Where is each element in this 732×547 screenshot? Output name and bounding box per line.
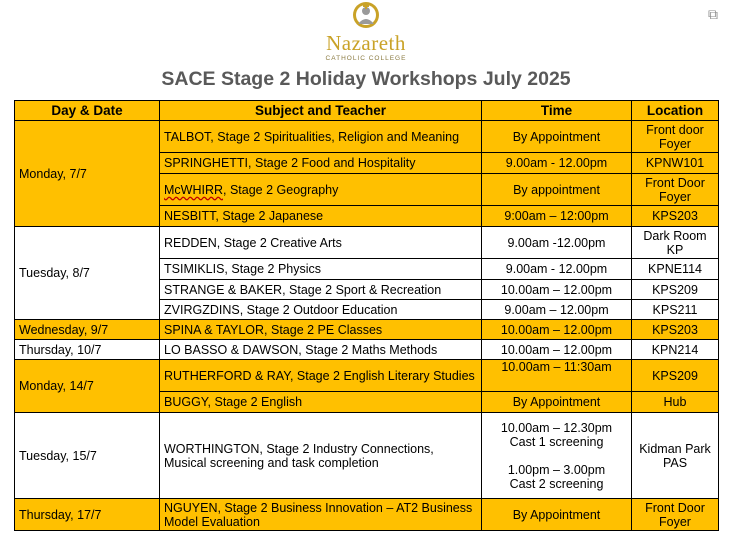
time-cell: 9.00am -12.00pm (482, 227, 632, 259)
location-cell: Hub (632, 392, 719, 413)
day-cell: Monday, 7/7 (15, 121, 160, 227)
location-cell: KPNE114 (632, 259, 719, 280)
time-cell: 9:00am – 12:00pm (482, 206, 632, 227)
location-cell: Front door Foyer (632, 121, 719, 153)
location-cell: KPS203 (632, 320, 719, 340)
table-row (15, 413, 719, 499)
location-cell: KPNW101 (632, 153, 719, 174)
time-line: 1.00pm – 3.00pm (507, 462, 606, 477)
column-header-time: Time (482, 101, 632, 121)
time-line: Cast 2 screening (509, 476, 604, 491)
subject-cell: ZVIRGZDINS, Stage 2 Outdoor Education (160, 300, 482, 320)
column-header-location: Location (632, 101, 719, 121)
time-cell: By Appointment (482, 121, 632, 153)
day-cell: Wednesday, 9/7 (15, 320, 160, 340)
day-cell: Monday, 14/7 (15, 360, 160, 413)
subject-cell: NGUYEN, Stage 2 Business Innovation – AT2 Business Model Evaluation (160, 499, 482, 531)
college-logo (0, 0, 732, 66)
location-cell (632, 413, 719, 499)
table-row (15, 360, 719, 392)
subject-cell: WORTHINGTON, Stage 2 Industry Connections, Musical screening and task completion (160, 413, 482, 499)
time-line: Cast 1 screening (509, 434, 604, 449)
location-cell: KPS211 (632, 300, 719, 320)
subject-cell: SPINA & TAYLOR, Stage 2 PE Classes (160, 320, 482, 340)
time-cell: 10.00am – 11:30am (482, 360, 632, 392)
time-line: 10.00am – 12.30pm (500, 420, 613, 435)
time-cell: 9.00am - 12.00pm (482, 259, 632, 280)
table-row (15, 499, 719, 531)
college-name: Nazareth (326, 31, 406, 55)
subject-teacher: McWHIRR (164, 182, 224, 197)
crest-icon (344, 0, 388, 34)
page-title: SACE Stage 2 Holiday Workshops July 2025 (161, 68, 571, 90)
day-cell: Thursday, 10/7 (15, 340, 160, 360)
time-cell: By Appointment (482, 392, 632, 413)
time-cell: 10.00am – 12.00pm (482, 280, 632, 300)
location-cell: KPN214 (632, 340, 719, 360)
subject-text: , Stage 2 Geography (223, 182, 339, 197)
table-row (15, 227, 719, 259)
location-cell: Dark Room KP (632, 227, 719, 259)
location-line: Kidman Park (639, 441, 711, 456)
subject-cell: REDDEN, Stage 2 Creative Arts (160, 227, 482, 259)
subject-cell (160, 174, 482, 206)
subject-cell: NESBITT, Stage 2 Japanese (160, 206, 482, 227)
subject-cell: TSIMIKLIS, Stage 2 Physics (160, 259, 482, 280)
location-cell: KPS203 (632, 206, 719, 227)
time-cell: By Appointment (482, 499, 632, 531)
subject-cell: STRANGE & BAKER, Stage 2 Sport & Recreation (160, 280, 482, 300)
table-row (15, 340, 719, 360)
table-row (15, 121, 719, 153)
day-cell: Thursday, 17/7 (15, 499, 160, 531)
location-cell: KPS209 (632, 280, 719, 300)
day-cell: Tuesday, 8/7 (15, 227, 160, 320)
day-cell: Tuesday, 15/7 (15, 413, 160, 499)
subject-cell: RUTHERFORD & RAY, Stage 2 English Literary Studies (160, 360, 482, 392)
workshop-table (14, 100, 719, 531)
college-subtitle: CATHOLIC COLLEGE (325, 55, 407, 62)
time-cell: 10.00am – 12.00pm (482, 340, 632, 360)
table-row (15, 320, 719, 340)
time-cell: By appointment (482, 174, 632, 206)
location-cell: KPS209 (632, 360, 719, 392)
subject-cell: TALBOT, Stage 2 Spiritualities, Religion and Meaning (160, 121, 482, 153)
time-cell: 10.00am – 12.00pm (482, 320, 632, 340)
subject-cell: LO BASSO & DAWSON, Stage 2 Maths Methods (160, 340, 482, 360)
location-cell: Front Door Foyer (632, 174, 719, 206)
time-cell: 9.00am - 12.00pm (482, 153, 632, 174)
time-cell: 9.00am – 12.00pm (482, 300, 632, 320)
location-cell: Front Door Foyer (632, 499, 719, 531)
subject-cell: BUGGY, Stage 2 English (160, 392, 482, 413)
subject-cell: SPRINGHETTI, Stage 2 Food and Hospitality (160, 153, 482, 174)
column-header-day: Day & Date (15, 101, 160, 121)
location-line: PAS (662, 455, 688, 470)
window-restore-icon[interactable]: ⧉ (708, 6, 718, 22)
time-cell (482, 413, 632, 499)
column-header-subject: Subject and Teacher (160, 101, 482, 121)
